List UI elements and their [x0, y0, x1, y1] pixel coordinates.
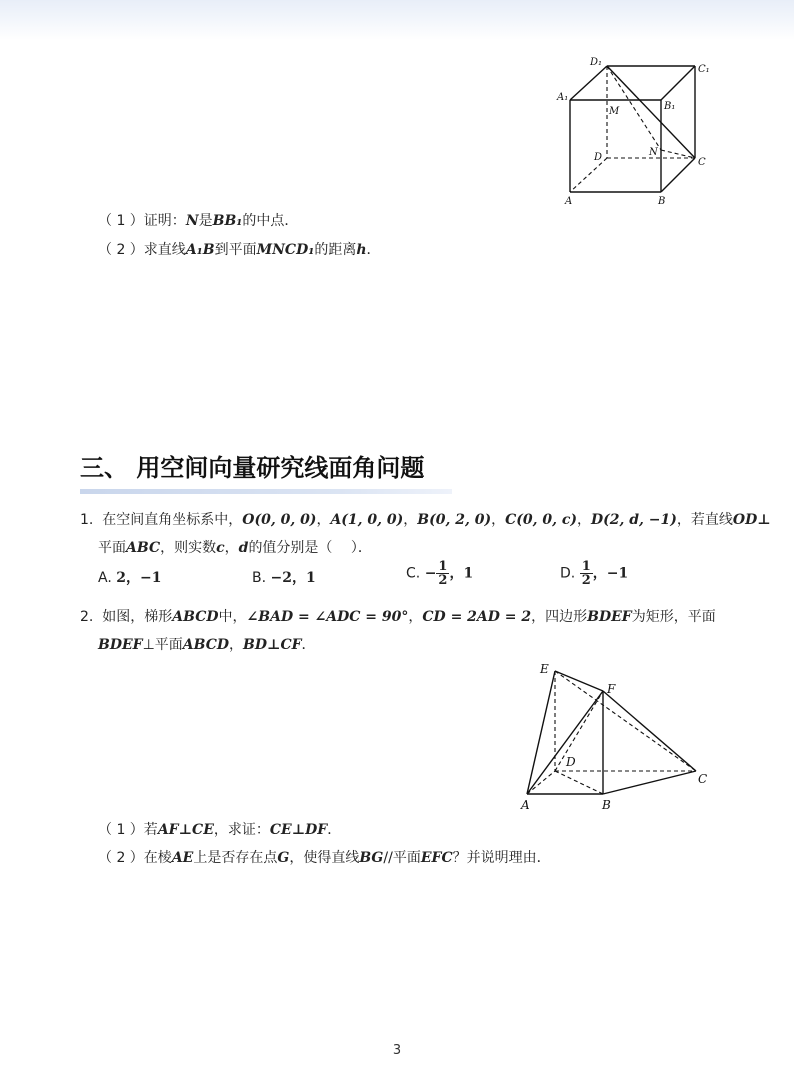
prism-label-e: E	[540, 662, 549, 676]
text: ．	[301, 637, 316, 653]
cube-label-b1: B₁	[664, 101, 676, 112]
fraction	[436, 560, 449, 587]
q1-option-c[interactable]	[406, 560, 473, 587]
math: D(2, d, −1)	[591, 512, 677, 528]
math: CE⊥DF	[269, 822, 328, 838]
text: 到平面	[214, 242, 257, 258]
q1-option-d[interactable]	[560, 560, 628, 587]
prism-label-d: D	[566, 755, 576, 769]
text: ，求证：	[213, 822, 270, 838]
text: 平面	[98, 540, 126, 556]
math: BD⊥CF	[243, 637, 302, 653]
text: ，	[316, 512, 331, 528]
q1-option-b[interactable]	[252, 567, 316, 587]
math: G	[277, 850, 290, 866]
math: ∠BAD = ∠ADC = 90°	[246, 609, 409, 625]
cube-label-a: A	[565, 196, 573, 207]
text: ，四边形	[531, 609, 588, 625]
text: （ 1 ）证明：	[98, 213, 186, 229]
denominator: 2	[581, 573, 591, 588]
q1-option-a[interactable]	[98, 567, 161, 587]
math: ABC	[126, 540, 161, 556]
text: （ 1 ）若	[98, 822, 158, 838]
cube-label-a1: A₁	[557, 92, 569, 103]
prism-label-a: A	[521, 798, 530, 812]
cube-label-n: N	[649, 147, 658, 158]
text: 是	[198, 213, 213, 229]
math: B(0, 2, 0)	[417, 512, 492, 528]
math: AE	[171, 850, 194, 866]
math: d	[238, 540, 249, 556]
text: ．	[366, 242, 381, 258]
text: ，使得直线	[289, 850, 360, 866]
numerator: 1	[581, 559, 591, 574]
text: ，若直线	[676, 512, 733, 528]
math: A(1, 0, 0)	[330, 512, 404, 528]
cube-label-b: B	[658, 196, 666, 207]
option-sign: −	[424, 565, 437, 582]
text: ，	[408, 609, 423, 625]
text: （ 2 ）求直线	[98, 242, 186, 258]
math: C(0, 0, c)	[505, 512, 577, 528]
math: BB₁	[212, 213, 243, 229]
cube-label-d: D	[594, 152, 603, 163]
text: 上是否存在点	[193, 850, 278, 866]
math: ABCD	[172, 609, 219, 625]
cube-label-c: C	[698, 157, 706, 168]
q1-line-1	[80, 510, 771, 530]
section-title: 三、 用空间向量研究线面角问题	[80, 454, 425, 482]
denominator: 2	[438, 573, 448, 588]
section-underline	[80, 489, 452, 494]
math: AF⊥CE	[157, 822, 214, 838]
math: c	[216, 540, 225, 556]
text: ．	[327, 822, 342, 838]
q2-line-1	[80, 607, 716, 627]
text: ，	[491, 512, 506, 528]
cube-label-c1: C₁	[698, 64, 710, 75]
prev-part-2	[98, 240, 381, 260]
prism-label-c: C	[698, 772, 708, 786]
text: ，	[577, 512, 591, 528]
cube-label-d1: D₁	[590, 57, 603, 68]
text: （ 2 ）在棱	[98, 850, 172, 866]
math: BDEF	[98, 637, 143, 653]
text: ，则实数	[160, 540, 217, 556]
cube-label-m: M	[609, 106, 620, 117]
math: OD⊥	[732, 512, 771, 528]
option-value: −2，1	[270, 570, 316, 586]
text: ，	[224, 540, 239, 556]
math: h	[356, 242, 367, 258]
math: O(0, 0, 0)	[242, 512, 317, 528]
math: BDEF	[587, 609, 632, 625]
option-label: C.	[406, 565, 421, 582]
math: N	[185, 213, 199, 229]
math: CD = 2AD = 2	[422, 609, 532, 625]
option-value: ，1	[449, 565, 474, 582]
question-number: 2.	[80, 609, 94, 625]
fraction	[580, 560, 593, 587]
text: 的中点．	[242, 213, 299, 229]
page-header-band	[0, 0, 794, 40]
text: //平面	[383, 850, 421, 866]
prev-part-1	[98, 211, 298, 231]
q2-part-1	[98, 820, 341, 840]
page-number: 3	[392, 1043, 402, 1058]
text: 中，	[218, 609, 247, 625]
numerator: 1	[438, 559, 448, 574]
option-label: D.	[560, 565, 576, 582]
text: ，	[229, 637, 244, 653]
prism-label-f: F	[607, 682, 616, 696]
text: 的值分别是（ ）．	[248, 540, 372, 556]
math: ABCD	[182, 637, 230, 653]
text: ⊥平面	[142, 637, 183, 653]
cube-figure	[548, 52, 718, 212]
option-value: ，−1	[592, 565, 629, 582]
text: ？并说明理由．	[452, 850, 551, 866]
option-label: A.	[98, 570, 112, 586]
text: 为矩形，平面	[631, 609, 716, 625]
q2-part-2	[98, 848, 551, 868]
math: MNCD₁	[256, 242, 315, 258]
text: ，	[403, 512, 418, 528]
option-label: B.	[252, 570, 267, 586]
question-number: 1.	[80, 512, 94, 528]
prism-label-b: B	[602, 798, 611, 812]
math: A₁B	[185, 242, 215, 258]
math: EFC	[420, 850, 453, 866]
prism-figure	[508, 655, 718, 815]
text: 如图，梯形	[102, 609, 173, 625]
math: BG	[359, 850, 384, 866]
text: 在空间直角坐标系中，	[102, 512, 243, 528]
option-value: 2，−1	[116, 570, 162, 586]
q1-line-2	[98, 538, 372, 558]
text: 的距离	[314, 242, 357, 258]
q2-line-2	[98, 635, 316, 655]
